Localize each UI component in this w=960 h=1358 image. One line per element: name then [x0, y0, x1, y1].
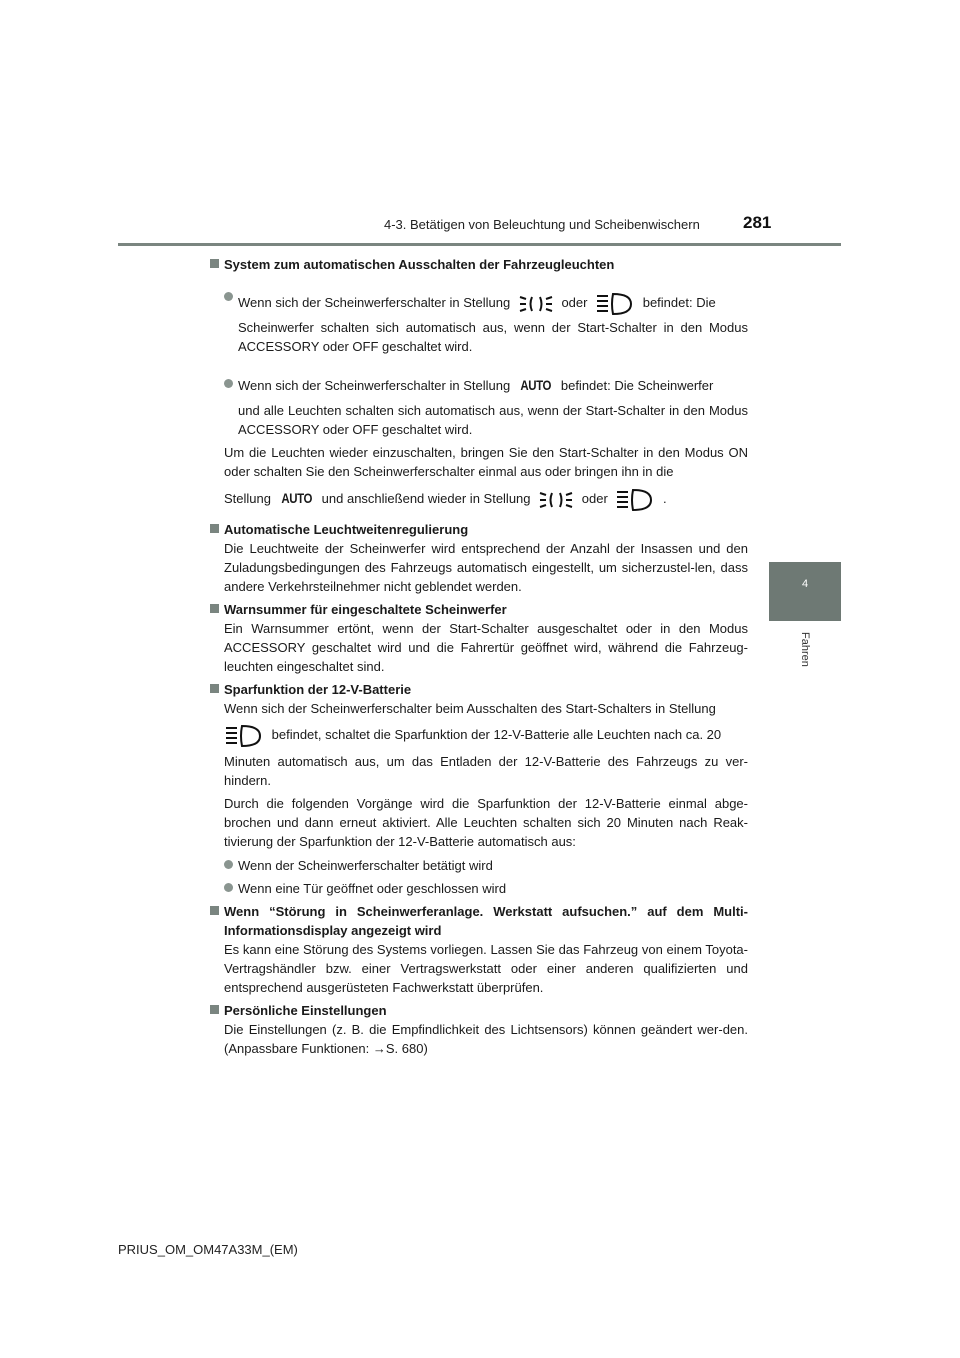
- paragraph-text: .: [663, 491, 667, 506]
- chapter-tab[interactable]: [769, 562, 841, 621]
- section-title-text: System zum automatischen Ausschalten der Fahrzeugleuchten: [224, 257, 615, 272]
- paragraph: Die Leuchtweite der Scheinwerfer wird entsprechend der Anzahl der Insassen und den Zuladungsbedingungen des Fahrzeugs automatisch eingestellt, um sicherzustel-len, dass andere Verkehrsteilnehmer nicht geblendet werden.: [224, 541, 748, 594]
- chapter-label-text: Fahren: [799, 632, 811, 667]
- section-marker-icon: [210, 604, 219, 613]
- section-title-text: Automatische Leuchtweitenregulierung: [224, 522, 469, 537]
- section-battery-saver: [210, 680, 748, 898]
- section-auto-off: [210, 255, 748, 516]
- section-marker-icon: [210, 524, 219, 533]
- section-personal-settings: [210, 1001, 748, 1058]
- chapter-label: [797, 632, 813, 692]
- section-title: [224, 600, 748, 619]
- section-marker-icon: [210, 1005, 219, 1014]
- section-title-text: Wenn “Störung in Scheinwerferanlage. Werkstatt aufsuchen.” auf dem Multi-Informationsdisplay angezeigt wird: [224, 904, 748, 938]
- headlight-icon: [595, 291, 635, 317]
- bullet-text: Wenn sich der Scheinwerferschalter in Stellung: [238, 295, 511, 310]
- section-title-text: Warnsummer für eingeschaltete Scheinwerfer: [224, 602, 507, 617]
- section-title: [224, 255, 748, 274]
- section-buzzer: [210, 600, 748, 676]
- paragraph: Es kann eine Störung des Systems vorliegen. Lassen Sie das Fahrzeug von einem Toyota-Vertragshändler bzw. einer Vertragswerkstatt oder einer anderen qualifizierten und entsprechend ausgerüsteten Fachwerkstatt überprüfen.: [224, 942, 748, 995]
- auto-icon: AUTO: [520, 377, 551, 393]
- section-marker-icon: [210, 259, 219, 268]
- auto-icon: AUTO: [280, 490, 312, 506]
- header-title: 4-3. Betätigen von Beleuchtung und Scheibenwischern: [384, 217, 700, 232]
- paragraph: Durch die folgenden Vorgänge wird die Sparfunktion der 12-V-Batterie einmal abge-brochen und dann erneut aktiviert. Alle Leuchten schalten sich 20 Minuten nach Reak-tivierung der Sparfunktion der 12-V-Batterie automatisch aus:: [224, 796, 748, 849]
- bullet-icon: [224, 292, 233, 301]
- bullet-text: und alle Leuchten schalten sich automatisch aus, wenn der Start-Schalter in den Modus ACCESSORY oder OFF geschaltet wird.: [238, 403, 748, 437]
- bullet-text: befindet: Die Scheinwerfer: [560, 378, 714, 393]
- section-marker-icon: [210, 906, 219, 915]
- bullet-text: Wenn eine Tür geöffnet oder geschlossen wird: [238, 881, 507, 896]
- tail-light-icon: [518, 292, 554, 316]
- bullet-text: befindet: Die: [642, 295, 716, 310]
- bullet-icon: [224, 883, 233, 892]
- section-marker-icon: [210, 684, 219, 693]
- headlight-icon: [224, 723, 264, 749]
- header-rule: [118, 243, 841, 246]
- paragraph: Um die Leuchten wieder einzuschalten, bringen Sie den Start-Schalter in den Modus ON oder schalten Sie den Scheinwerferschalter einmal aus oder bringen ihn in die: [224, 445, 748, 479]
- paragraph-text: oder: [581, 491, 608, 506]
- paragraph-text: Stellung: [224, 491, 271, 506]
- paragraph: Minuten automatisch aus, um das Entladen der 12-V-Batterie des Fahrzeugs zu ver-hindern.: [224, 754, 748, 788]
- paragraph: Wenn sich der Scheinwerferschalter beim Ausschalten des Start-Schalters in Stellung: [224, 701, 716, 716]
- paragraph-text: und anschließend wieder in Stellung: [321, 491, 531, 506]
- paragraph: Ein Warnsummer ertönt, wenn der Start-Schalter ausgeschaltet oder in den Modus ACCESSORY geschaltet wird und die Fahrertür geöffnet wird, während die Fahrzeug-leuchten eingeschaltet sind.: [224, 621, 748, 674]
- list-item: [224, 370, 748, 439]
- document-code: PRIUS_OM_OM47A33M_(EM): [118, 1242, 298, 1257]
- bullet-text: Scheinwerfer schalten sich automatisch aus, wenn der Start-Schalter in den Modus ACCESSORY oder OFF geschaltet wird.: [238, 320, 748, 354]
- page-number: 281: [743, 213, 772, 232]
- bullet-text: Wenn sich der Scheinwerferschalter in Stellung: [238, 378, 511, 393]
- list-item: [224, 288, 748, 356]
- chapter-tab-number: 4: [801, 578, 809, 590]
- section-title: [224, 680, 748, 699]
- paragraph: Die Einstellungen (z. B. die Empfindlichkeit des Lichtsensors) können geändert wer-den. (Anpassbare Funktionen: →S. 680): [224, 1022, 748, 1056]
- section-title: [224, 902, 748, 940]
- section-title: [224, 520, 748, 539]
- bullet-icon: [224, 379, 233, 388]
- paragraph: [224, 718, 748, 752]
- section-title-text: Sparfunktion der 12-V-Batterie: [224, 682, 412, 697]
- list-item: [224, 879, 748, 898]
- bullet-text: oder: [561, 295, 588, 310]
- section-title-text: Persönliche Einstellungen: [224, 1003, 387, 1018]
- list-item: [224, 856, 748, 875]
- headlight-icon: [615, 487, 655, 513]
- page-content: [210, 255, 748, 1058]
- paragraph-text: befindet, schaltet die Sparfunktion der 12-V-Batterie alle Leuchten nach ca. 20: [271, 727, 722, 742]
- bullet-icon: [224, 860, 233, 869]
- section-leveling: [210, 520, 748, 596]
- section-title: [224, 1001, 748, 1020]
- bullet-text: Wenn der Scheinwerferschalter betätigt wird: [238, 858, 493, 873]
- paragraph: [224, 481, 748, 516]
- section-fault-message: [210, 902, 748, 997]
- tail-light-icon: [538, 488, 574, 512]
